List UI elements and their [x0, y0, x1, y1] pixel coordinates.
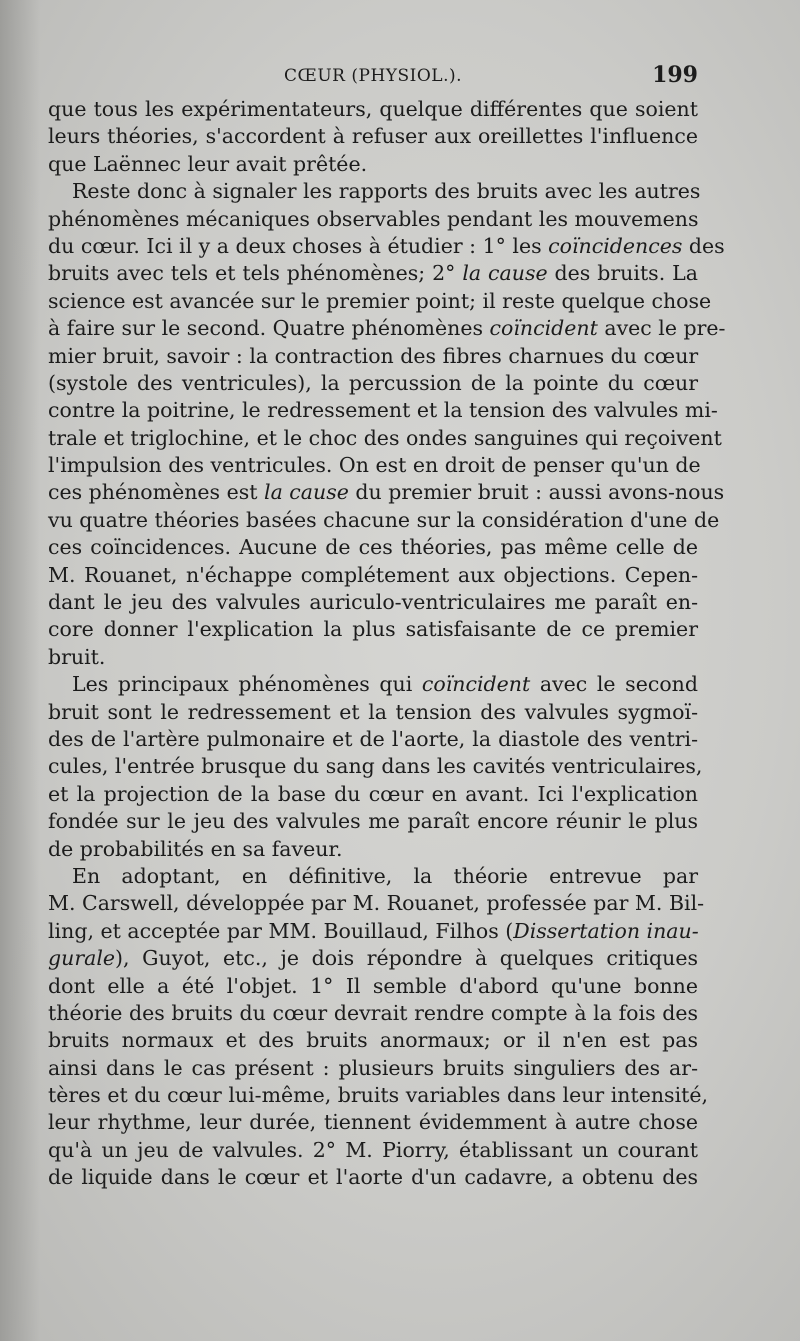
text-segment: de liquide dans le cœur et l'aorte d'un cadavre, a obtenu des	[48, 1165, 698, 1190]
text-segment: ces phénomènes est	[48, 480, 265, 505]
text-segment: mier bruit, savoir : la contraction des fibres charnues du cœur	[48, 343, 699, 368]
text-segment: leur rhythme, leur durée, tiennent évidemment à autre chose	[48, 1110, 698, 1135]
page-gutter-shadow	[0, 0, 40, 1341]
text-line	[48, 589, 698, 616]
text-line	[48, 562, 698, 589]
text-segment: M. Rouanet, n'échappe complétement aux objections. Cepen-	[48, 562, 698, 587]
body-text	[48, 96, 726, 1192]
italic-text: gurale	[48, 946, 116, 971]
text-segment: l'impulsion des ventricules. On est en droit de penser qu'un de	[48, 453, 701, 478]
text-segment: cules, l'entrée brusque du sang dans les cavités ventriculaires,	[48, 754, 703, 779]
text-segment: ces coïncidences. Aucune de ces théories, pas même celle de	[48, 535, 698, 560]
text-line	[48, 863, 698, 890]
text-line	[48, 1137, 698, 1164]
text-segment: théorie des bruits du cœur devrait rendre compte à la fois des	[48, 1000, 698, 1025]
text-line	[48, 753, 703, 780]
italic-text: coïncident	[489, 316, 598, 341]
text-segment: trale et triglochine, et le choc des ondes sanguines qui reçoivent	[48, 425, 722, 450]
text-line	[48, 534, 698, 561]
text-segment: En adoptant, en définitive, la théorie entrevue par	[72, 863, 698, 888]
italic-text: la cause	[462, 261, 548, 286]
text-segment: M. Carswell, développée par M. Rouanet, professée par M. Bil-	[48, 891, 705, 916]
text-line	[48, 726, 698, 753]
text-line	[48, 973, 698, 1000]
text-line	[48, 616, 698, 643]
text-line	[48, 890, 705, 917]
text-line	[48, 1000, 698, 1027]
text-line	[48, 123, 698, 150]
text-line	[48, 918, 698, 945]
text-line	[48, 233, 725, 260]
text-line	[48, 452, 701, 479]
text-segment: avec le second	[530, 672, 698, 697]
text-segment: phénomènes mécaniques observables pendant les mouvemens	[48, 206, 699, 231]
text-segment: dont elle a été l'objet. 1° Il semble d'abord qu'une bonne	[48, 973, 698, 998]
text-segment: dant le jeu des valvules auriculo-ventriculaires me paraît en-	[48, 590, 698, 615]
italic-text: coïncident	[421, 672, 531, 697]
text-line	[48, 1164, 698, 1191]
text-line	[48, 425, 722, 452]
text-line	[48, 178, 701, 205]
running-head	[48, 60, 698, 96]
text-line	[48, 1027, 698, 1054]
text-line	[48, 288, 712, 315]
text-segment: ), Guyot, etc., je dois répondre à quelques critiques	[115, 946, 698, 971]
text-segment: bruits normaux et des bruits anormaux; or il n'en est pas	[48, 1028, 698, 1053]
text-segment: des bruits. La	[547, 261, 698, 286]
text-segment: bruit sont le redressement et la tension des valvules sygmoï-	[48, 699, 698, 724]
running-title: CŒUR (PHYSIOL.).	[284, 66, 463, 86]
text-line	[48, 699, 698, 726]
text-line	[48, 507, 720, 534]
text-segment: que tous les expérimentateurs, quelque différentes que soient	[48, 97, 698, 121]
text-line	[48, 397, 718, 424]
italic-text: la cause	[264, 480, 349, 505]
text-segment: Reste donc à signaler les rapports des bruits avec les autres	[72, 179, 701, 204]
text-line	[48, 671, 698, 698]
text-segment: des	[682, 233, 725, 258]
text-segment: des de l'artère pulmonaire et de l'aorte, la diastole des ventri-	[48, 726, 698, 751]
text-segment: avec le pre-	[597, 316, 726, 341]
text-line	[48, 151, 698, 178]
text-segment: bruit.	[48, 644, 106, 669]
text-segment: leurs théories, s'accordent à refuser aux oreillettes l'influence	[48, 124, 698, 149]
text-line	[48, 836, 698, 863]
text-line	[48, 1082, 709, 1109]
text-segment: contre la poitrine, le redressement et la tension des valvules mi-	[48, 398, 718, 423]
text-segment: à faire sur le second. Quatre phénomènes	[48, 316, 490, 341]
text-line	[48, 315, 726, 342]
text-segment: tères et du cœur lui-même, bruits variables dans leur intensité,	[48, 1083, 709, 1108]
italic-text: Dissertation inau-	[513, 918, 699, 943]
text-line	[48, 1055, 698, 1082]
text-line	[48, 260, 698, 287]
text-segment: vu quatre théories basées chacune sur la considération d'une de	[48, 507, 720, 532]
text-segment: du premier bruit : aussi avons-nous	[348, 480, 725, 505]
text-segment: et la projection de la base du cœur en avant. Ici l'explication	[48, 781, 698, 806]
text-segment: Les principaux phénomènes qui	[72, 672, 422, 697]
text-segment: core donner l'explication la plus satisfaisante de ce premier	[48, 617, 698, 642]
text-line	[48, 808, 698, 835]
text-line	[48, 644, 698, 671]
text-segment: ainsi dans le cas présent : plusieurs bruits singuliers des ar-	[48, 1055, 698, 1080]
text-segment: de probabilités en sa faveur.	[48, 836, 343, 861]
text-segment: du cœur. Ici il y a deux choses à étudier : 1° les	[48, 233, 549, 258]
text-line	[48, 96, 698, 123]
text-segment: science est avancée sur le premier point; il reste quelque chose	[48, 288, 712, 313]
text-line	[48, 370, 698, 397]
text-segment: ling, et acceptée par MM. Bouillaud, Filhos (	[48, 918, 514, 943]
text-segment: bruits avec tels et tels phénomènes; 2°	[48, 261, 463, 286]
text-segment: qu'à un jeu de valvules. 2° M. Piorry, établissant un courant	[48, 1137, 698, 1162]
text-line	[48, 206, 698, 233]
text-line	[48, 945, 698, 972]
text-segment: que Laënnec leur avait prêtée.	[48, 151, 368, 176]
text-line	[48, 781, 698, 808]
text-line	[48, 479, 725, 506]
italic-text: coïncidences	[548, 233, 683, 258]
text-segment: fondée sur le jeu des valvules me paraît encore réunir le plus	[48, 809, 698, 834]
text-line	[48, 343, 698, 370]
text-line	[48, 1109, 698, 1136]
text-segment: (systole des ventricules), la percussion de la pointe du cœur	[48, 370, 698, 395]
page-number: 199	[652, 62, 698, 88]
